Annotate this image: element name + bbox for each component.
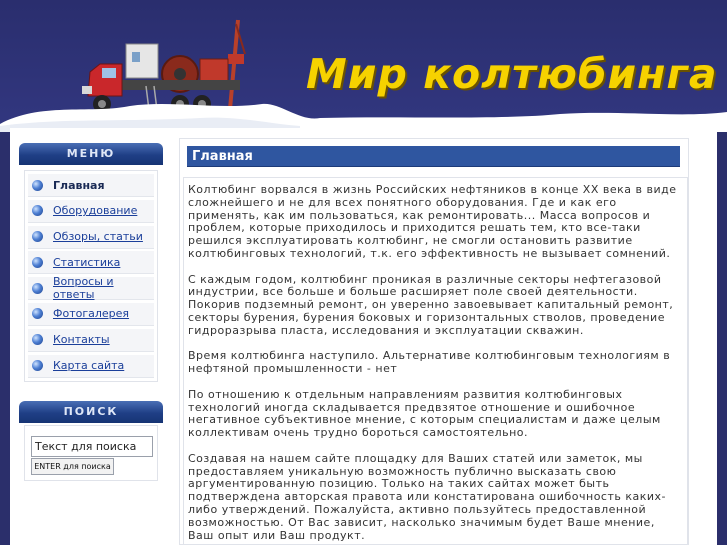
menu-link-equipment[interactable]: Оборудование — [53, 204, 138, 218]
menu-link-faq[interactable]: Вопросы и ответы — [53, 275, 114, 302]
article-paragraph: Время колтюбинга наступило. Альтернативе колтюбинговым технологиям в нефтяной промышленности - нет — [188, 349, 671, 376]
globe-bullet-icon — [32, 231, 43, 242]
article-paragraph: Колтюбинг ворвался в жизнь Российских нефтяников в конце XX века в виде сложнейшего и не для всех понятного оборудования. Где и как его применять, как им пользоваться, как ремонтировать... Масса вопросов и проблем, которые приходилось и приходится решать тем, кто все-таки решился эксплуатировать колтюбинг, не смогли остановить развитие колтюбинговых технологий, т.к. его эффективность не вызывает сомнений. — [188, 183, 677, 260]
site-header — [0, 0, 727, 132]
menu-link-reviews[interactable]: Обзоры, статьи — [53, 230, 143, 244]
globe-bullet-icon — [32, 308, 43, 319]
main-menu — [25, 171, 157, 383]
menu-heading: МЕНЮ — [19, 143, 163, 165]
menu-item-gallery[interactable] — [28, 303, 154, 326]
article-paragraph: С каждым годом, колтюбинг проникая в различные секторы нефтегазовой индустрии, все больше и больше расширяет поле своей деятельности. Покорив подземный ремонт, он уверенно завоевывает капитальный ремонт, секторы бурения, бурения боковых и горизонтальных стволов, проведение гидроразрыва пласта, исследования и эксплуатации скважин. — [188, 272, 674, 337]
globe-bullet-icon — [32, 283, 43, 294]
search-heading: ПОИСК — [19, 401, 163, 423]
menu-link-home[interactable]: Главная — [53, 178, 105, 192]
site-title: Мир колтюбинга — [306, 50, 718, 98]
menu-box — [24, 170, 158, 382]
menu-item-sitemap[interactable] — [28, 355, 154, 378]
menu-item-statistics[interactable] — [28, 251, 154, 274]
globe-bullet-icon — [32, 360, 43, 371]
article-text — [183, 177, 688, 545]
menu-item-contacts[interactable] — [28, 329, 154, 352]
menu-link-gallery[interactable]: Фотогалерея — [53, 307, 130, 321]
menu-item-faq[interactable] — [28, 277, 154, 300]
article-paragraph: Создавая на нашем сайте площадку для Ваших статей или заметок, мы предоставляем уникальную возможность публично высказать свою аргументированную позицию. Только на таких сайтах может быть подтверждена авторская правота или констатирована ошибочность каких-либо утверждений. Пожалуйста, активно пользуйтесь предоставленной возможностью. От Вас зависит, насколько значимым будет Ваше мнение, Ваш опыт или Ваш продукт. — [188, 451, 667, 542]
menu-item-reviews[interactable] — [28, 226, 154, 249]
search-submit-button[interactable]: ENTER для поиска — [31, 458, 114, 475]
page-title: Главная — [187, 146, 680, 167]
globe-bullet-icon — [32, 180, 43, 191]
globe-bullet-icon — [32, 334, 43, 345]
menu-item-equipment[interactable] — [28, 200, 154, 223]
snow-edge-decoration — [0, 96, 727, 132]
menu-link-sitemap[interactable]: Карта сайта — [53, 359, 125, 373]
article-paragraph: По отношению к отдельным направлениям развития колтюбинговых технологий иногда складывается предвзятое отношение и ошибочное негативное субъективное мнение, с которым специалистам и даже целым коллективам очень трудно бороться самостоятельно. — [188, 387, 661, 440]
menu-link-contacts[interactable]: Контакты — [53, 333, 110, 347]
menu-link-statistics[interactable]: Статистика — [53, 255, 121, 269]
globe-bullet-icon — [32, 205, 43, 216]
search-input[interactable] — [31, 436, 153, 457]
menu-item-home[interactable] — [28, 174, 154, 197]
globe-bullet-icon — [32, 257, 43, 268]
